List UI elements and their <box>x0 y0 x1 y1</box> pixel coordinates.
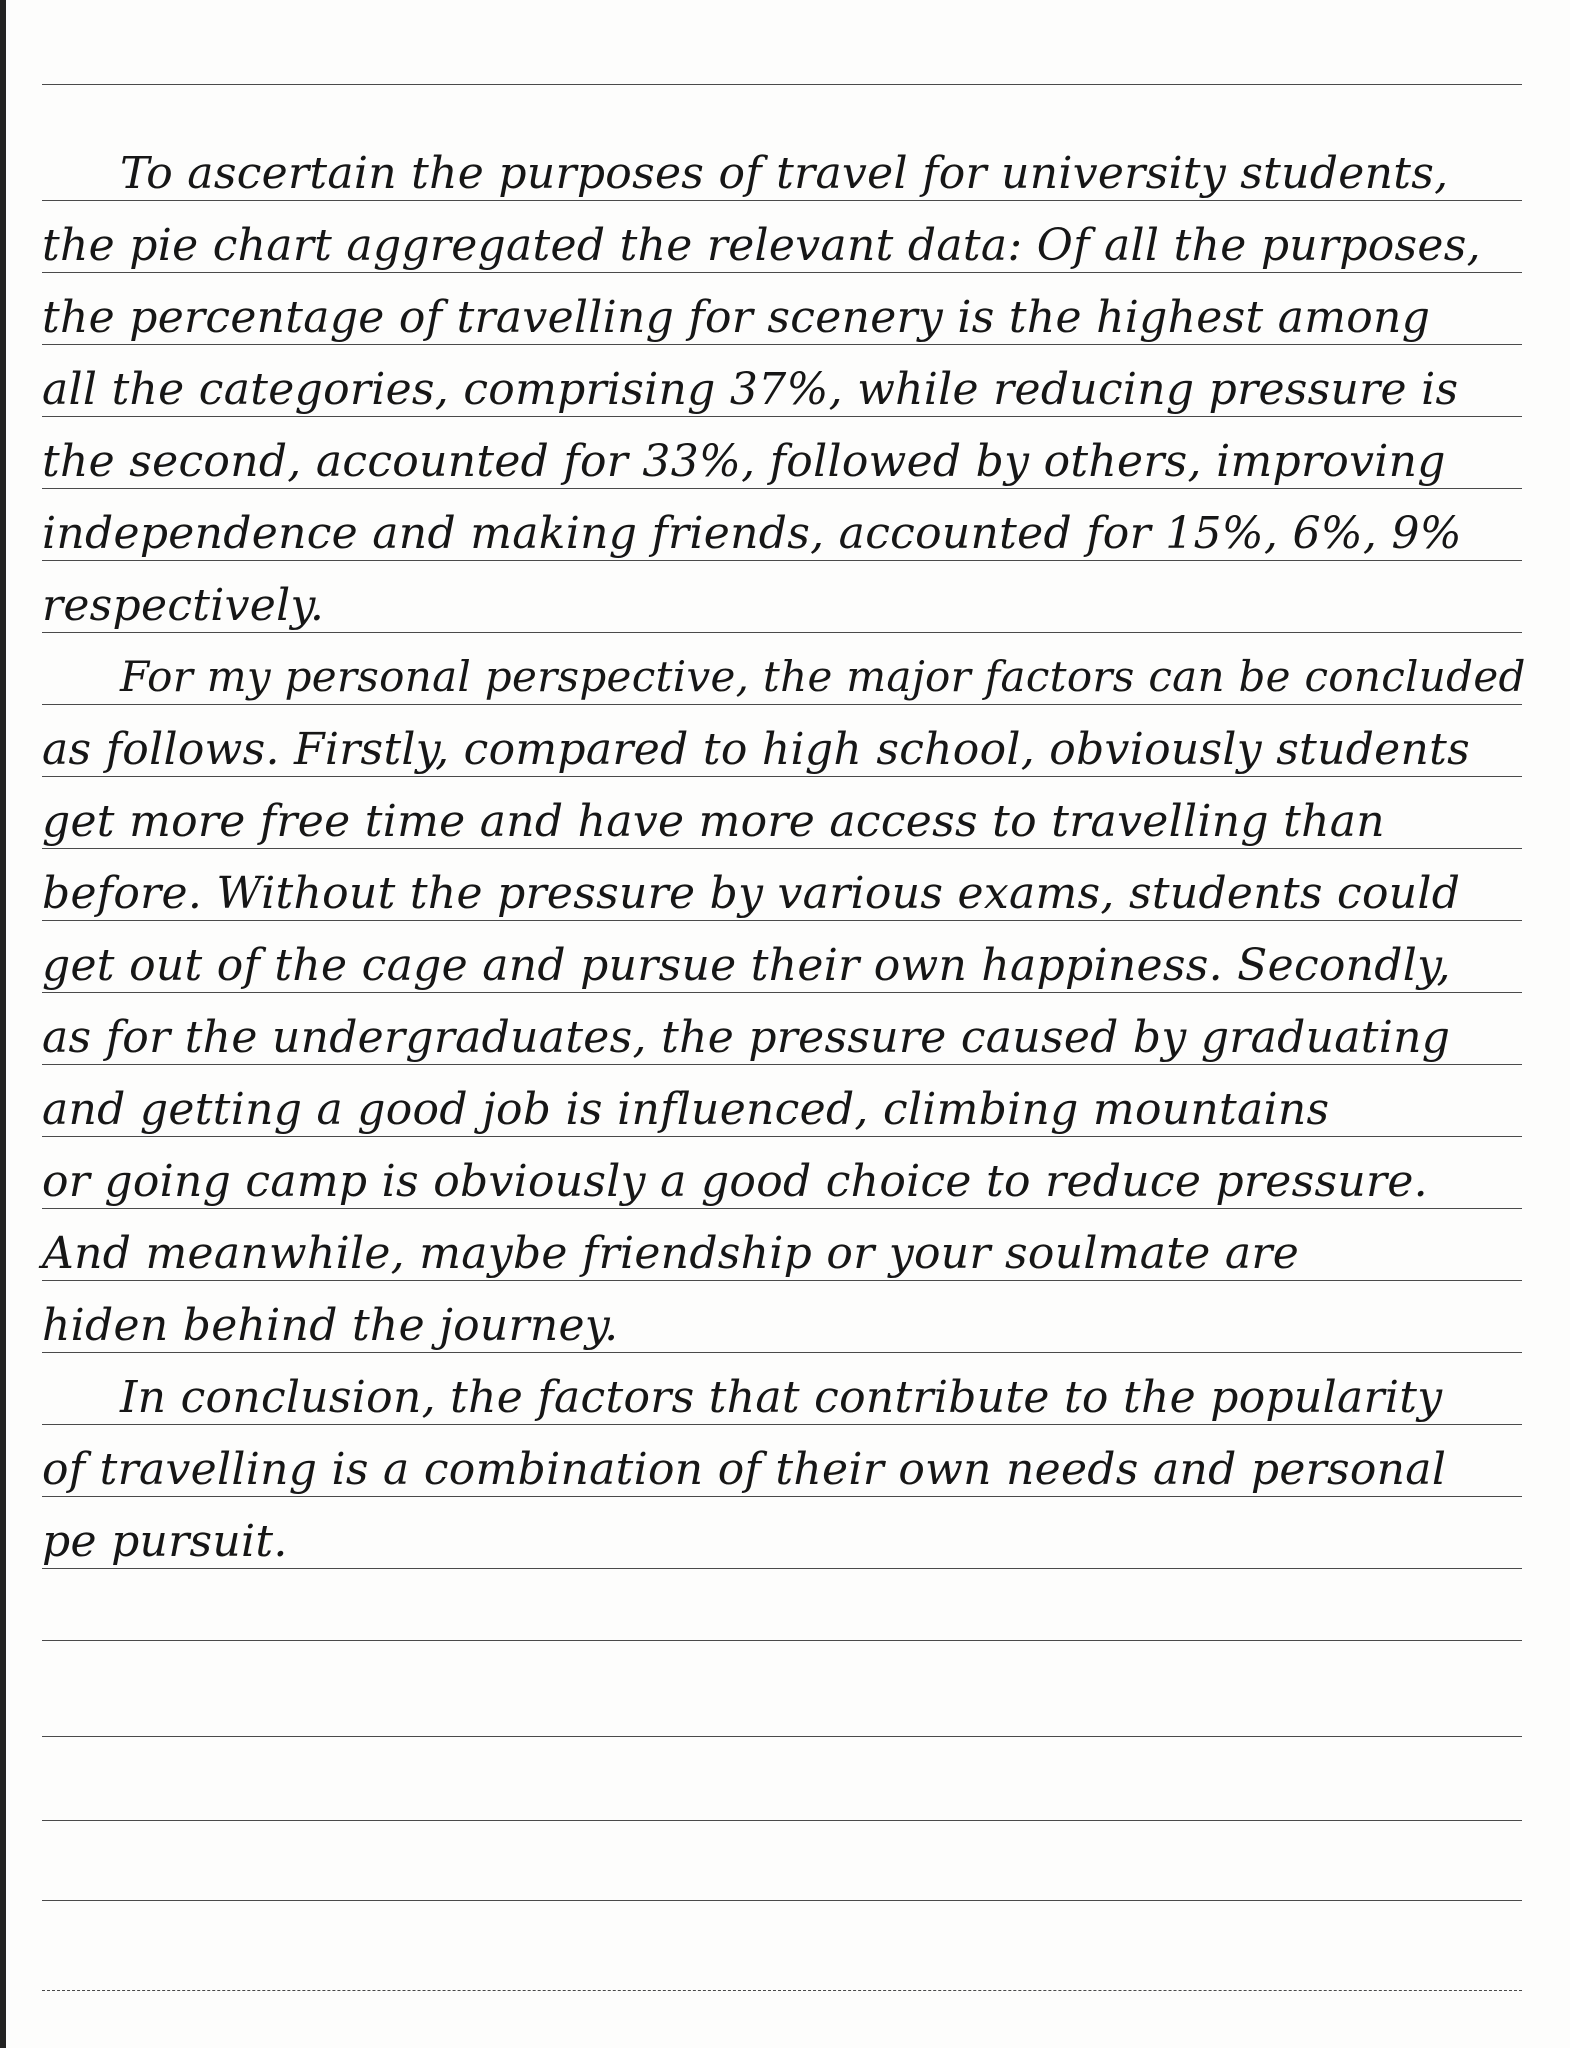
essay-line: respectively. <box>42 580 325 631</box>
ruled-line <box>42 1990 1522 1991</box>
essay-line: and getting a good job is influenced, climbing mountains <box>42 1084 1330 1135</box>
essay-line: hiden behind the journey. <box>42 1300 619 1351</box>
ruled-line <box>42 776 1522 777</box>
ruled-line <box>42 1208 1522 1209</box>
ruled-line <box>42 704 1522 705</box>
ruled-line <box>42 1640 1522 1641</box>
essay-line: the percentage of travelling for scenery is the highest among <box>42 292 1431 343</box>
essay-line: In conclusion, the factors that contribute to the popularity <box>120 1372 1443 1423</box>
ruled-line <box>42 848 1522 849</box>
ruled-line <box>42 344 1522 345</box>
ruled-line <box>42 84 1522 85</box>
essay-line: And meanwhile, maybe friendship or your soulmate are <box>42 1228 1300 1279</box>
essay-line: as for the undergraduates, the pressure caused by graduating <box>42 1012 1451 1063</box>
essay-line: the pie chart aggregated the relevant data: Of all the purposes, <box>42 220 1481 271</box>
ruled-line <box>42 920 1522 921</box>
essay-line: all the categories, comprising 37%, while reducing pressure is <box>42 364 1459 415</box>
ruled-line <box>42 1064 1522 1065</box>
ruled-line <box>42 632 1522 633</box>
ruled-line <box>42 1280 1522 1281</box>
ruled-line <box>42 272 1522 273</box>
ruled-line <box>42 416 1522 417</box>
essay-line: To ascertain the purposes of travel for university students, <box>120 148 1449 199</box>
essay-line: of travelling is a combination of their own needs and personal <box>42 1444 1447 1495</box>
ruled-line <box>42 1736 1522 1737</box>
essay-line: For my personal perspective, the major factors can be concluded <box>120 652 1526 701</box>
essay-line: or going camp is obviously a good choice to reduce pressure. <box>42 1156 1428 1207</box>
essay-line: independence and making friends, accounted for 15%, 6%, 9% <box>42 508 1462 559</box>
ruled-line <box>42 1352 1522 1353</box>
essay-line: pe pursuit. <box>42 1516 288 1567</box>
ruled-line <box>42 1568 1522 1569</box>
ruled-line <box>42 200 1522 201</box>
ruled-line <box>42 560 1522 561</box>
ruled-line <box>42 1424 1522 1425</box>
ruled-line <box>42 992 1522 993</box>
ruled-line <box>42 488 1522 489</box>
ruled-line <box>42 1496 1522 1497</box>
ruled-line <box>42 1820 1522 1821</box>
essay-line: get more free time and have more access to travelling than <box>42 796 1385 847</box>
essay-line: get out of the cage and pursue their own happiness. Secondly, <box>42 940 1451 991</box>
ruled-line <box>42 1900 1522 1901</box>
essay-line: before. Without the pressure by various exams, students could <box>42 868 1461 919</box>
essay-line: the second, accounted for 33%, followed by others, improving <box>42 436 1446 487</box>
page-left-edge <box>0 0 6 2048</box>
essay-line: as follows. Firstly, compared to high school, obviously students <box>42 724 1471 775</box>
ruled-line <box>42 1136 1522 1137</box>
